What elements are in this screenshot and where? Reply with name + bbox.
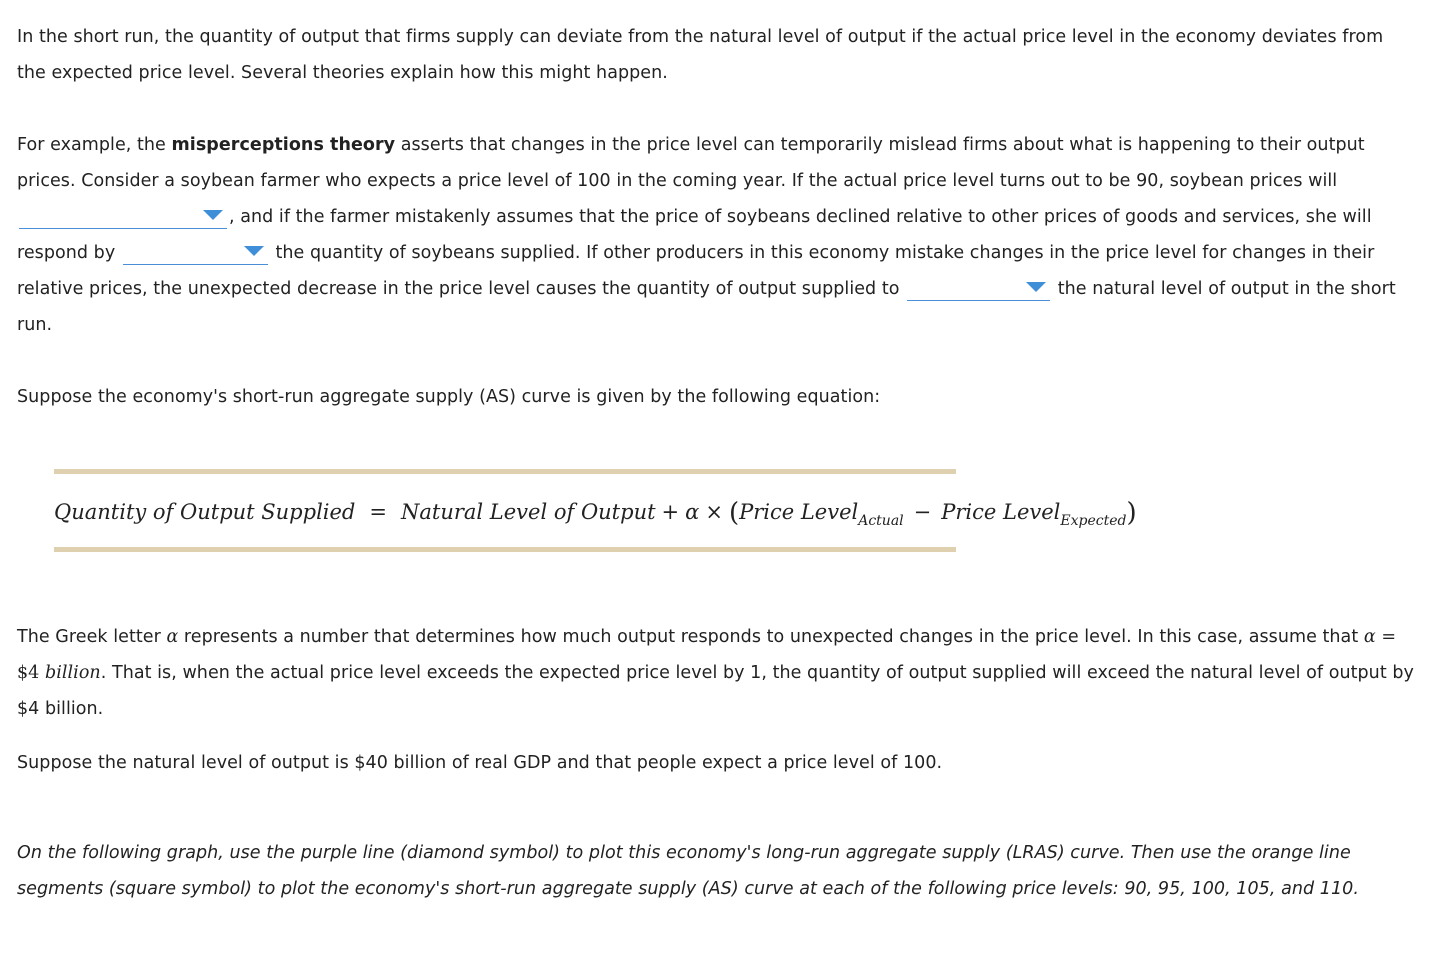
price-level-expected: Price Level: [941, 500, 1061, 524]
open-paren: (: [728, 498, 740, 528]
text-segment: The Greek letter: [17, 627, 167, 647]
alpha-value: $4: [17, 663, 40, 683]
subscript-actual: Actual: [858, 513, 904, 529]
plus-sign: +: [661, 500, 680, 524]
subscript-expected: Expected: [1060, 513, 1127, 529]
equation-bottom-border: [54, 547, 956, 552]
text-segment: represents a number that determines how much output responds to unexpected changes in the price level. In this case, assume that: [178, 627, 1364, 647]
text-segment: the quantity of soybeans supplied. If other producers in this economy mistake changes in the price level for changes in their relative prices, the unexpected decrease in the price level causes the quantity of output supplied to: [17, 243, 1375, 299]
graph-instructions: On the following graph, use the purple line (diamond symbol) to plot this economy's long-run aggregate supply (LRAS) curve. Then use the orange line segments (square symbol) to plot the economy's short-run aggregate supply (AS) curve at each of the following price levels: 90, 95, 100, 105, and 110.: [17, 843, 1359, 899]
dropdown-arrow-icon: [203, 210, 223, 220]
alpha-paragraph: [17, 619, 1417, 727]
theory-name: misperceptions theory: [171, 135, 396, 155]
soybean-prices-dropdown[interactable]: [19, 202, 227, 229]
question-body: [17, 19, 1417, 415]
equals-sign: =: [369, 500, 387, 524]
equals-sign: =: [1375, 627, 1397, 647]
misperceptions-paragraph: [17, 127, 1417, 343]
alpha-unit: billion: [39, 663, 101, 683]
as-equation: [54, 496, 1137, 529]
dropdown-arrow-icon: [1026, 282, 1046, 292]
text-segment: asserts that changes in the price level can temporarily mislead firms about what is happening to their output prices. Consider a soybean farmer who expects a price level of 100 in the coming year. If the actual price level turns out to be 90, soybean prices will: [17, 135, 1365, 191]
times-sign: ×: [705, 500, 723, 524]
text-segment: , and if the farmer mistakenly assumes that the price of soybeans declined relative to other prices of goods and services, she will respond by: [17, 207, 1372, 263]
text-segment: the natural level of output in the short run.: [17, 279, 1396, 335]
equation-top-border: [54, 469, 956, 474]
dropdown-arrow-icon: [244, 246, 264, 256]
equation-box: [54, 469, 1137, 551]
alpha-symbol: α: [166, 627, 179, 647]
price-level-actual: Price Level: [739, 500, 859, 524]
equation-natural-output: Natural Level of Output: [400, 500, 656, 524]
natural-output-paragraph: Suppose the natural level of output is $40 billion of real GDP and that people expect a price level of 100.: [17, 753, 943, 773]
close-paren: ): [1126, 498, 1137, 528]
farmer-response-dropdown[interactable]: [123, 238, 268, 265]
minus-sign: −: [913, 500, 932, 524]
equation-lhs: Quantity of Output Supplied: [54, 500, 356, 524]
equation-intro: Suppose the economy's short-run aggregate supply (AS) curve is given by the following equation:: [17, 387, 881, 407]
intro-paragraph: In the short run, the quantity of output that firms supply can deviate from the natural level of output if the actual price level in the economy deviates from the expected price level. Several theories explain how this might happen.: [17, 27, 1384, 83]
text-segment: . That is, when the actual price level exceeds the expected price level by 1, the quantity of output supplied will exceed the natural level of output by $4 billion.: [17, 663, 1414, 719]
output-vs-natural-dropdown[interactable]: [907, 274, 1050, 301]
text-segment: For example, the: [17, 135, 172, 155]
question-body-lower: [17, 619, 1417, 907]
alpha-symbol: α: [1363, 627, 1376, 647]
alpha-symbol: α: [685, 500, 700, 524]
